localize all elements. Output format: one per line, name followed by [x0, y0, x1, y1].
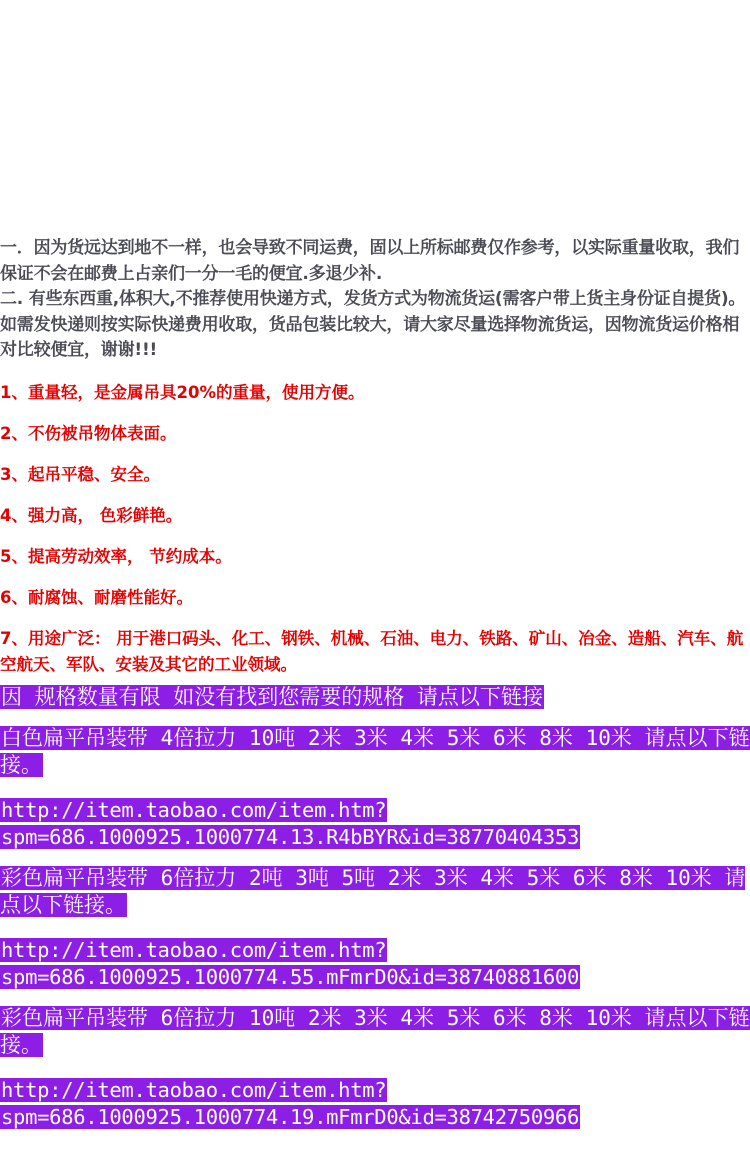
spec-intro-text: 因 规格数量有限 如没有找到您需要的规格 请点以下链接: [1, 684, 543, 709]
feature-list: [0, 380, 750, 678]
spec-intro: [0, 684, 750, 711]
feature-item: 2、不伤被吊物体表面。: [0, 423, 177, 443]
shipping-notice-1: 一．因为货远达到地不一样，也会导致不同运费，固以上所标邮费仅作参考，以实际重量收取，我们保证不会在邮费上占亲们一分一毛的便宜.多退少补.: [0, 238, 740, 284]
item1-link[interactable]: [0, 797, 750, 851]
item2-link-url-b[interactable]: spm=686.1000925.1000774.55.mFmrD0&id=38740881600: [1, 964, 580, 989]
feature-item: 3、起吊平稳、安全。: [0, 464, 160, 484]
shipping-notice-2: 二. 有些东西重,体积大,不推荐使用快递方式，发货方式为物流货运(需客户带上货主身份证自提货)。如需发快递则按实际快递费用收取，货品包装比较大，请大家尽量选择物流货运，因物流货运价格相对比较便宜，谢谢!!!: [0, 289, 746, 360]
item3-link[interactable]: [0, 1077, 750, 1131]
description-content: [0, 236, 750, 1131]
item3-title: [0, 1005, 750, 1059]
feature-item: 7、用途广泛： 用于港口码头、化工、钢铁、机械、石油、电力、铁路、矿山、冶金、造船、汽车、航空航天、军队、安装及其它的工业领域。: [0, 628, 744, 674]
item1-title: [0, 725, 750, 779]
item3-link-url-a[interactable]: http://item.taobao.com/item.htm?: [1, 1077, 387, 1102]
item2-title: [0, 865, 750, 919]
feature-item: 6、耐腐蚀、耐磨性能好。: [0, 587, 193, 607]
item3-link-url-b[interactable]: spm=686.1000925.1000774.19.mFmrD0&id=38742750966: [1, 1104, 580, 1129]
item2-link[interactable]: [0, 937, 750, 991]
item1-title-text: 白色扁平吊装带 4倍拉力 10吨 2米 3米 4米 5米 6米 8米 10米 请点以下链接。: [0, 725, 750, 777]
item1-link-url-b[interactable]: spm=686.1000925.1000774.13.R4bBYR&id=38770404353: [1, 824, 580, 849]
feature-item: 4、强力高， 色彩鲜艳。: [0, 505, 183, 525]
item2-title-text: 彩色扁平吊装带 6倍拉力 2吨 3吨 5吨 2米 3米 4米 5米 6米 8米 10米 请点以下链接。: [0, 865, 746, 917]
item1-link-url-a[interactable]: http://item.taobao.com/item.htm?: [1, 797, 387, 822]
feature-item: 1、重量轻，是金属吊具20%的重量，使用方便。: [0, 382, 365, 402]
item3-title-text: 彩色扁平吊装带 6倍拉力 10吨 2米 3米 4米 5米 6米 8米 10米 请点以下链接。: [0, 1005, 750, 1057]
item2-link-url-a[interactable]: http://item.taobao.com/item.htm?: [1, 937, 387, 962]
feature-item: 5、提高劳动效率， 节约成本。: [0, 546, 232, 566]
